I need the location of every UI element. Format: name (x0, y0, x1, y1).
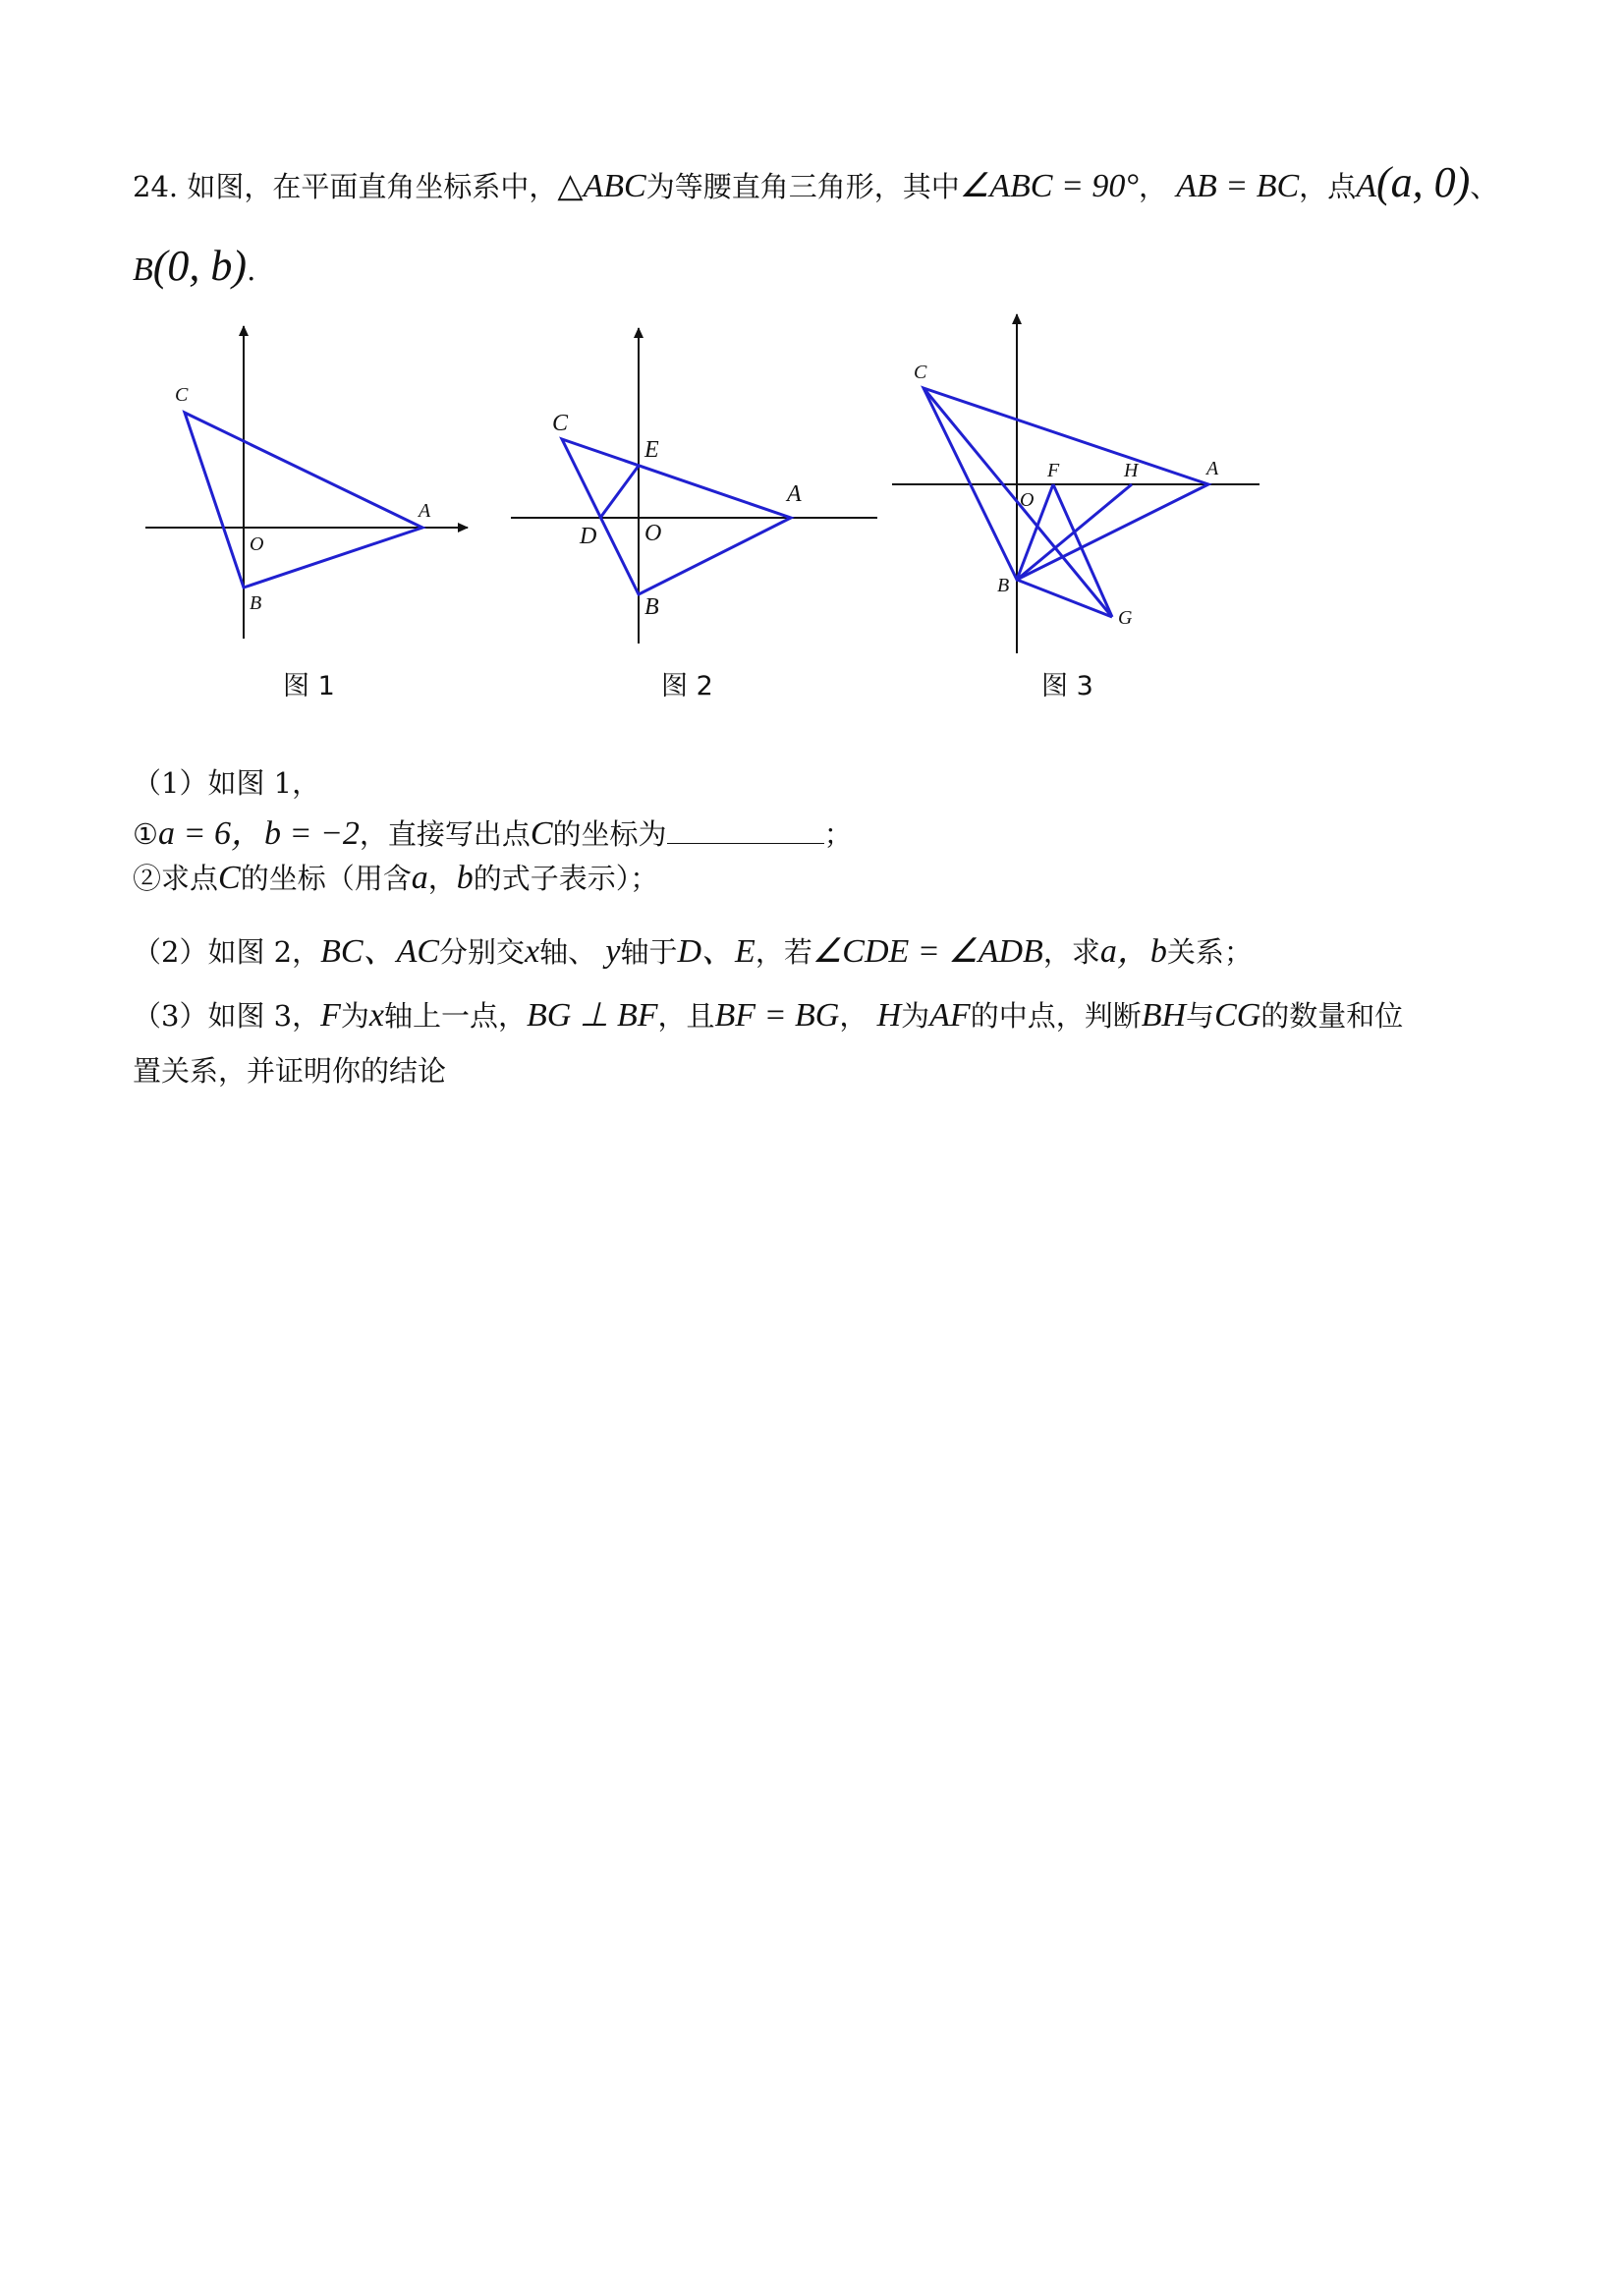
point-a-coord: (a, 0) (1375, 158, 1471, 206)
label-h: H (1124, 460, 1139, 481)
figure-2 (506, 314, 879, 648)
question-2: （2）如图 2，BC、AC分别交x轴、 y轴于D、E，若∠CDE = ∠ADB，求a，b关系； (133, 933, 1253, 970)
label-b: B (250, 592, 262, 614)
angle-condition: ∠ABC = 90° (959, 168, 1139, 204)
label-o: O (1020, 489, 1035, 511)
problem-line-2: B(0, b). (133, 242, 256, 290)
label-b: B (997, 575, 1010, 596)
figure-2-caption: 图 2 (661, 671, 713, 701)
question-1-head: （1）如图 1， (133, 766, 321, 800)
figure-3-caption: 图 3 (1041, 671, 1093, 701)
question-3-line-2: 置关系，并证明你的结论 (133, 1054, 447, 1088)
label-a: A (787, 481, 802, 507)
question-3: （3）如图 3，F为x轴上一点，BG ⊥ BF，且BF = BG， H为AF的中点，判断BH与CG的数量和位 (133, 997, 1404, 1034)
label-b: B (644, 594, 659, 620)
figure-1 (138, 314, 472, 648)
problem-line-1: 24. 如图，在平面直角坐标系中，△ABC为等腰直角三角形，其中∠ABC = 90°， AB = BC，点A(a, 0)、 (133, 158, 1499, 206)
label-c: C (914, 362, 927, 383)
figure-1-caption: 图 1 (283, 671, 335, 701)
label-f: F (1047, 460, 1060, 481)
side-condition: AB = BC (1176, 168, 1300, 204)
point-b-coord: (0, b) (152, 242, 248, 290)
figure-3 (884, 305, 1267, 658)
question-1a: ①a = 6，b = −2，直接写出点C的坐标为 ； (133, 815, 853, 852)
label-g: G (1118, 607, 1133, 629)
answer-blank[interactable] (667, 819, 824, 844)
label-o: O (250, 533, 264, 555)
label-e: E (644, 437, 659, 463)
problem-number: 24. (133, 170, 179, 203)
triangle-abc (185, 413, 422, 588)
label-a: A (419, 500, 431, 522)
question-1b: ②求点C的坐标（用含a，b的式子表示）； (133, 860, 659, 896)
label-a: A (1206, 458, 1219, 479)
label-c: C (175, 384, 189, 406)
label-d: D (580, 524, 597, 549)
label-o: O (644, 521, 662, 546)
label-c: C (552, 411, 569, 436)
segment-de (600, 466, 639, 518)
